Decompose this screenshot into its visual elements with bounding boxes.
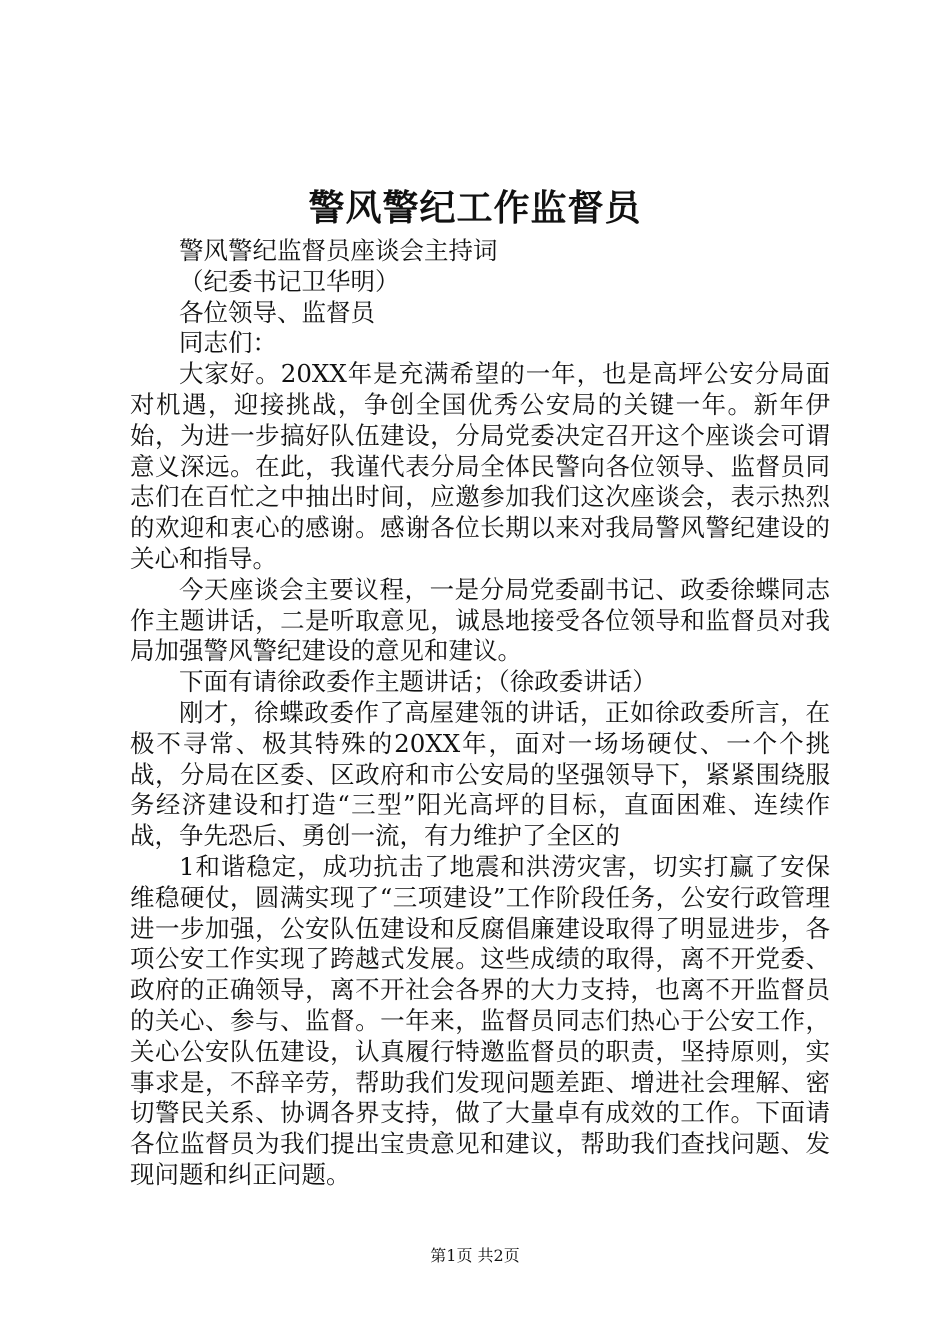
heading-line: 警风警纪监督员座谈会主持词 xyxy=(179,236,498,265)
document-title: 警风警纪工作监督员 xyxy=(308,187,642,229)
body-paragraph: 今天座谈会主要议程，一是分局党委副书记、政委徐蝶同志作主题讲话，二是听取意见，诚恳地接受各位领导和监督员对我局加强警风警纪建设的意见和建议。 xyxy=(130,574,830,666)
host-line: （纪委书记卫华明） xyxy=(179,266,400,296)
body-paragraph: 大家好。20XX年是充满希望的一年，也是高坪公安分局面对机遇，迎接挑战，争创全国优秀公安局的关键一年。新年伊始，为进一步搞好队伍建设，分局党委决定召开这个座谈会可谓意义深远。在此，我谨代表分局全体民警向各位领导、监督员同志们在百忙之中抽出时间，应邀参加我们这次座谈会，表示热烈的欢迎和衷心的感谢。感谢各位长期以来对我局警风警纪建设的关心和指导。 xyxy=(130,359,830,573)
page-footer: 第1页 共2页 xyxy=(430,1246,520,1265)
body-paragraph: 下面有请徐政委作主题讲话；（徐政委讲话） xyxy=(179,667,657,697)
document-body xyxy=(130,236,830,1191)
salutation-line: 各位领导、监督员 xyxy=(179,297,375,327)
body-paragraph: 刚才，徐蝶政委作了高屋建瓴的讲话，正如徐政委所言，在极不寻常、极其特殊的20XX年，面对一场场硬仗、一个个挑战，分局在区委、区政府和市公安局的坚强领导下，紧紧围绕服务经济建设和打造“三型”阳光高坪的目标，直面困难、连续作战，争先恐后、勇创一流，有力维护了全区的 xyxy=(130,697,830,851)
greeting-line: 同志们： xyxy=(179,328,277,358)
body-paragraph: 1和谐稳定，成功抗击了地震和洪涝灾害，切实打赢了安保维稳硬仗，圆满实现了“三项建设”工作阶段任务，公安行政管理进一步加强，公安队伍建设和反腐倡廉建设取得了明显进步，各项公安工作实现了跨越式发展。这些成绩的取得，离不开党委、政府的正确领导，离不开社会各界的大力支持，也离不开监督员的关心、参与、监督。一年来，监督员同志们热心于公安工作，关心公安队伍建设，认真履行特邀监督员的职责，坚持原则，实事求是，不辞辛劳，帮助我们发现问题差距、增进社会理解、密切警民关系、协调各界支持，做了大量卓有成效的工作。下面请各位监督员为我们提出宝贵意见和建议，帮助我们查找问题、发现问题和纠正问题。 xyxy=(130,851,830,1189)
